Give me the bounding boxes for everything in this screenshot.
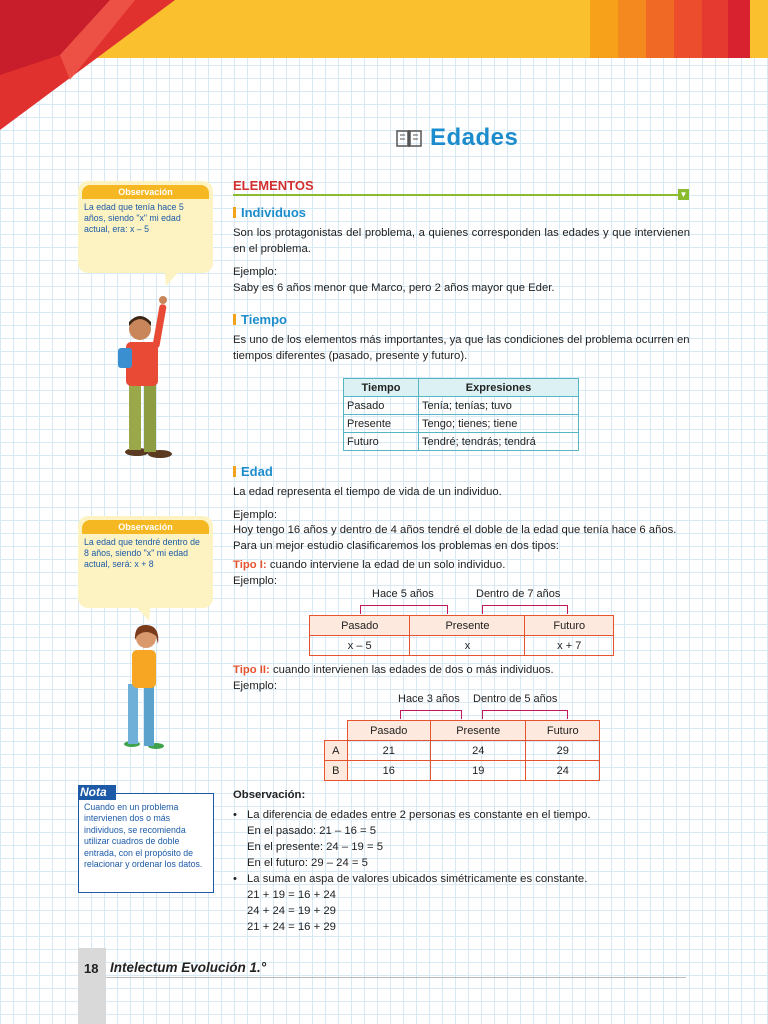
table-row <box>344 433 579 451</box>
table-corner <box>325 721 348 741</box>
book-title: Intelectum Evolución 1.° <box>110 960 267 975</box>
tipo2-text: cuando intervienen las edades de dos o más individuos. <box>269 664 554 676</box>
tipo2-example-label: Ejemplo: <box>233 680 277 692</box>
tipo1-text: cuando interviene la edad de un solo individuo. <box>266 559 506 571</box>
table-row <box>325 741 600 761</box>
table-cell: x – 5 <box>310 636 410 656</box>
time-bracket <box>482 605 568 614</box>
chevron-down-icon: ▼ <box>679 190 688 199</box>
time-bracket <box>360 605 448 614</box>
table-row <box>344 397 579 415</box>
nota-text: Cuando en un problema intervienen dos o más individuos, se recomienda utilizar cuadros de doble entrada, con el propósito de relacionar y ordenar los datos. <box>84 802 203 870</box>
bubble-text: La edad que tendré dentro de 8 años, siendo "x" mi edad actual, será: x + 8 <box>84 537 200 569</box>
tiempo-text: Es uno de los elementos más importantes, ya que las condiciones del problema ocurren en tiempos diferentes (pasado, presente y futuro). <box>233 334 690 362</box>
table-cell: Futuro <box>344 433 419 451</box>
bubble-tail <box>125 601 155 623</box>
table-row <box>344 415 579 433</box>
tipo2-table <box>324 720 600 781</box>
observation-line: 24 + 24 = 19 + 29 <box>247 905 336 917</box>
table-header: Futuro <box>526 721 600 741</box>
row-label: B <box>325 761 348 781</box>
page-number: 18 <box>84 961 99 976</box>
edad-classification: Para un mejor estudio clasificaremos los problemas en dos tipos: <box>233 540 559 552</box>
bubble-heading: Observación <box>82 520 209 534</box>
bracket-label: Hace 3 años <box>398 693 460 705</box>
edad-text: La edad representa el tiempo de vida de un individuo. <box>233 486 502 498</box>
table-cell: 16 <box>347 761 430 781</box>
header-stripe <box>674 0 702 58</box>
observation-list <box>233 807 683 935</box>
observation-bubble <box>78 516 213 608</box>
subheading-edad: Edad <box>233 464 273 479</box>
table-cell: Tendré; tendrás; tendrá <box>419 433 579 451</box>
header-stripe <box>702 0 728 58</box>
tipo1-label: Tipo I: <box>233 559 267 571</box>
header-stripe <box>618 0 646 58</box>
table-header: Expresiones <box>419 379 579 397</box>
list-item <box>233 871 683 935</box>
page-title-wrap <box>396 124 518 152</box>
bubble-text: La edad que tenía hace 5 años, siendo "x" mi edad actual, era: x – 5 <box>84 202 184 234</box>
table-cell: 24 <box>526 761 600 781</box>
tipo1-table <box>309 615 614 656</box>
header-stripe <box>590 0 618 58</box>
row-label: A <box>325 741 348 761</box>
bubble-heading: Observación <box>82 185 209 199</box>
table-cell: 29 <box>526 741 600 761</box>
edad-example-label: Ejemplo: <box>233 509 277 521</box>
observation-line: 21 + 19 = 16 + 24 <box>247 889 336 901</box>
tipo2-line <box>233 662 690 678</box>
individuos-example-text: Saby es 6 años menor que Marco, pero 2 años mayor que Eder. <box>233 282 555 294</box>
table-cell: Tenía; tenías; tuvo <box>419 397 579 415</box>
observation-line: En el pasado: 21 – 16 = 5 <box>247 825 377 837</box>
individuos-text: Son los protagonistas del problema, a quienes corresponden las edades y que intervienen en el problema. <box>233 227 690 255</box>
girl-illustration <box>120 622 170 752</box>
observation-bubble <box>78 181 213 273</box>
table-cell: 21 <box>347 741 430 761</box>
table-cell: 24 <box>430 741 526 761</box>
section-divider <box>233 194 685 196</box>
table-header: Tiempo <box>344 379 419 397</box>
table-cell: Presente <box>344 415 419 433</box>
header-stripe <box>750 0 768 58</box>
footer-bar <box>78 948 106 1024</box>
observation-line: En el futuro: 29 – 24 = 5 <box>247 857 368 869</box>
page-title: Edades <box>430 124 519 151</box>
header-stripe <box>646 0 674 58</box>
tiempo-table <box>343 378 579 451</box>
subheading-individuos: Individuos <box>233 205 306 220</box>
bracket-label: Dentro de 5 años <box>473 693 558 705</box>
observation-title: Observación: <box>233 789 306 801</box>
table-cell: 19 <box>430 761 526 781</box>
bubble-tail <box>160 266 190 288</box>
table-cell: Tengo; tienes; tiene <box>419 415 579 433</box>
footer-divider <box>106 977 686 978</box>
observation-bullet: • La suma en aspa de valores ubicados simétricamente es constante. <box>247 873 588 885</box>
tipo1-example-label: Ejemplo: <box>233 575 277 587</box>
bracket-label: Dentro de 7 años <box>476 588 561 600</box>
list-item <box>233 807 683 871</box>
table-cell: x + 7 <box>525 636 614 656</box>
individuos-example-label: Ejemplo: <box>233 266 277 278</box>
table-row <box>310 636 614 656</box>
red-corner-graphic <box>0 0 180 135</box>
book-icon <box>396 128 422 148</box>
table-header: Presente <box>410 616 525 636</box>
table-row <box>325 761 600 781</box>
table-header: Presente <box>430 721 526 741</box>
time-bracket <box>482 710 568 719</box>
boy-illustration <box>112 292 182 462</box>
time-bracket <box>400 710 462 719</box>
table-header: Pasado <box>347 721 430 741</box>
bracket-label: Hace 5 años <box>372 588 434 600</box>
section-title: ELEMENTOS <box>233 178 314 193</box>
observation-bullet: • La diferencia de edades entre 2 personas es constante en el tiempo. <box>247 809 591 821</box>
subheading-tiempo: Tiempo <box>233 312 287 327</box>
observation-line: 21 + 24 = 16 + 29 <box>247 921 336 933</box>
table-cell: x <box>410 636 525 656</box>
header-stripe <box>728 0 750 58</box>
table-header: Futuro <box>525 616 614 636</box>
table-cell: Pasado <box>344 397 419 415</box>
edad-example-text: Hoy tengo 16 años y dentro de 4 años tendré el doble de la edad que tenía hace 6 años. <box>233 524 677 536</box>
observation-line: En el presente: 24 – 19 = 5 <box>247 841 383 853</box>
tipo2-label: Tipo II: <box>233 664 270 676</box>
tipo1-line <box>233 557 690 573</box>
nota-tag: Nota <box>78 785 116 800</box>
table-header: Pasado <box>310 616 410 636</box>
